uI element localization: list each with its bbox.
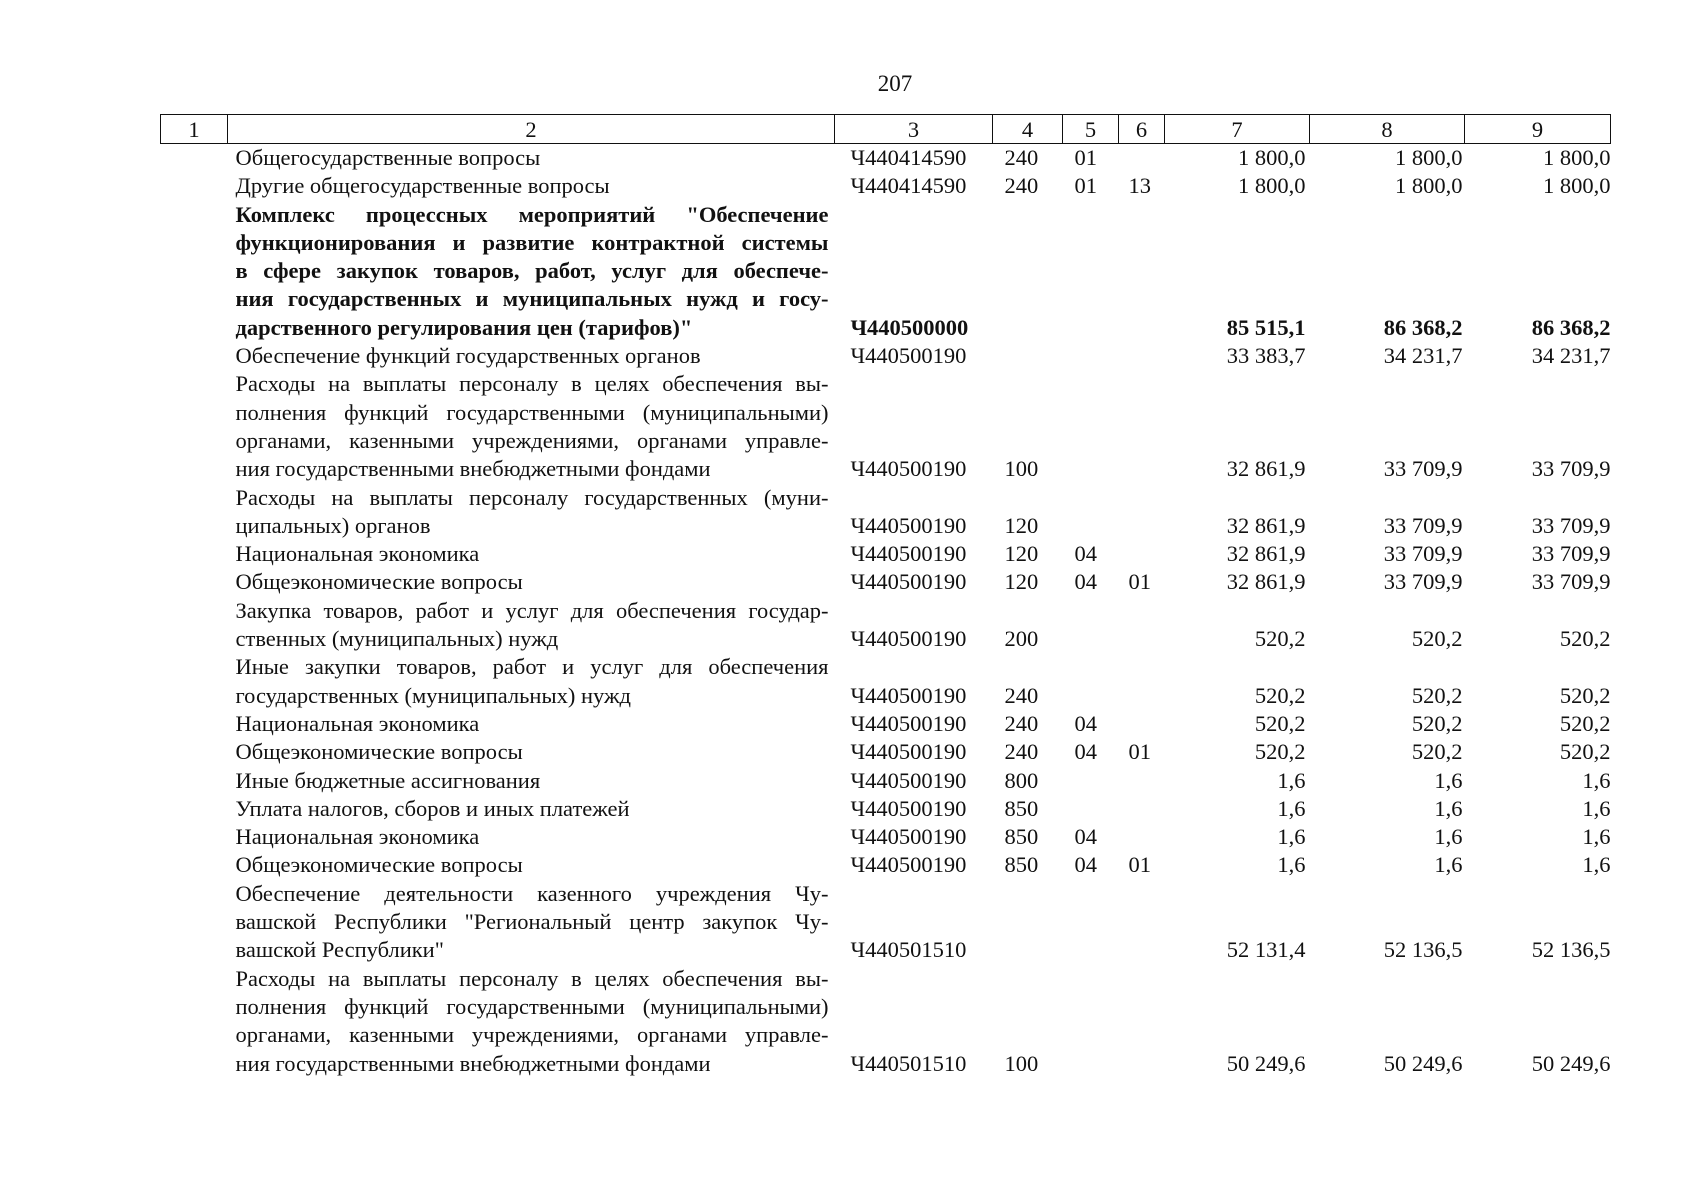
row-index-cell xyxy=(161,710,228,738)
amount-year3-cell: 86 368,2 xyxy=(1531,314,1611,340)
expense-type-cell: 120 xyxy=(1004,569,1039,595)
table-row xyxy=(161,653,1611,710)
section-cell xyxy=(1063,370,1119,483)
amount-year2-cell: 520,2 xyxy=(1411,739,1463,765)
table-row xyxy=(161,540,1611,568)
amount-year2-cell: 33 709,9 xyxy=(1383,541,1463,567)
amount-year1-cell: 1,6 xyxy=(1277,767,1306,793)
expense-name-line: Общеэкономические вопросы xyxy=(235,739,523,765)
expense-name-line: функционирования и развитие контрактной системы xyxy=(235,229,829,255)
row-index-cell xyxy=(161,342,228,370)
expense-name-line: Общеэкономические вопросы xyxy=(235,852,523,878)
row-index-cell xyxy=(161,201,228,342)
subsection-cell xyxy=(1119,342,1165,370)
expense-type-cell: 200 xyxy=(1004,626,1039,652)
amount-year1-cell: 32 861,9 xyxy=(1226,541,1306,567)
amount-year2-cell: 33 709,9 xyxy=(1383,512,1463,538)
section-cell: 04 xyxy=(1074,852,1097,878)
amount-year2-cell: 52 136,5 xyxy=(1383,937,1463,963)
amount-year2-cell: 520,2 xyxy=(1411,626,1463,652)
table-row xyxy=(161,172,1611,200)
table-row xyxy=(161,710,1611,738)
target-article-cell: Ч440500000 xyxy=(850,314,969,340)
section-cell xyxy=(1063,653,1119,710)
target-article-cell: Ч440500190 xyxy=(850,626,967,652)
target-article-cell: Ч440500190 xyxy=(850,767,967,793)
expense-name-line: органами, казенными учреждениями, органами управле- xyxy=(235,427,829,453)
amount-year1-cell: 32 861,9 xyxy=(1226,456,1306,482)
column-header: 4 xyxy=(993,115,1063,144)
expense-type-cell: 100 xyxy=(1004,456,1039,482)
section-cell: 04 xyxy=(1074,710,1097,736)
expense-type-cell xyxy=(993,880,1063,965)
amount-year1-cell: 1 800,0 xyxy=(1238,173,1306,199)
expense-type-cell: 120 xyxy=(1004,512,1039,538)
expense-name-cell xyxy=(228,201,835,342)
expense-name-line: Национальная экономика xyxy=(235,541,480,567)
expense-name-line: Иные закупки товаров, работ и услуг для обеспечения xyxy=(235,654,829,680)
table-row xyxy=(161,851,1611,879)
expense-name-line: Расходы на выплаты персоналу в целях обеспечения вы- xyxy=(235,371,829,397)
target-article-cell: Ч440500190 xyxy=(850,569,967,595)
amount-year1-cell: 520,2 xyxy=(1254,710,1306,736)
amount-year1-cell: 1,6 xyxy=(1277,824,1306,850)
table-row xyxy=(161,795,1611,823)
target-article-cell: Ч440500190 xyxy=(850,795,967,821)
amount-year2-cell: 520,2 xyxy=(1411,682,1463,708)
expense-name-cell xyxy=(228,653,835,710)
row-index-cell xyxy=(161,597,228,654)
expense-name-line: органами, казенными учреждениями, органами управле- xyxy=(235,1022,829,1048)
table-row xyxy=(161,370,1611,483)
expense-name-cell xyxy=(228,597,835,654)
row-index-cell xyxy=(161,738,228,766)
header-row xyxy=(161,115,1611,144)
amount-year3-cell: 34 231,7 xyxy=(1531,343,1611,369)
amount-year3-cell: 1 800,0 xyxy=(1543,173,1611,199)
column-header: 5 xyxy=(1063,115,1119,144)
expense-name-cell xyxy=(228,738,835,766)
amount-year2-cell: 33 709,9 xyxy=(1383,456,1463,482)
subsection-cell xyxy=(1119,965,1165,1078)
amount-year2-cell: 1,6 xyxy=(1434,767,1463,793)
expense-type-cell: 240 xyxy=(1004,682,1039,708)
expense-name-cell xyxy=(228,342,835,370)
target-article-cell: Ч440500190 xyxy=(850,739,967,765)
expense-type-cell xyxy=(993,201,1063,342)
amount-year3-cell: 1,6 xyxy=(1582,767,1611,793)
amount-year1-cell: 1 800,0 xyxy=(1238,145,1306,170)
expense-name-line: вашской Республики" xyxy=(235,937,444,963)
expense-name-line: Национальная экономика xyxy=(235,710,480,736)
expense-name-line: Закупка товаров, работ и услуг для обеспечения государ- xyxy=(235,597,829,623)
expense-name-line: Комплекс процессных мероприятий "Обеспечение xyxy=(235,201,829,227)
subsection-cell: 01 xyxy=(1128,852,1151,878)
table-header xyxy=(161,115,1611,144)
amount-year2-cell: 1 800,0 xyxy=(1395,173,1463,199)
section-cell: 01 xyxy=(1074,173,1097,199)
table-row xyxy=(161,965,1611,1078)
row-index-cell xyxy=(161,795,228,823)
expense-name-line: Уплата налогов, сборов и иных платежей xyxy=(235,795,630,821)
column-header: 7 xyxy=(1165,115,1310,144)
amount-year3-cell: 33 709,9 xyxy=(1531,512,1611,538)
section-cell xyxy=(1063,795,1119,823)
target-article-cell: Ч440500190 xyxy=(850,682,967,708)
expense-name-line: вашской Республики "Региональный центр закупок Чу- xyxy=(235,909,829,935)
amount-year3-cell: 1 800,0 xyxy=(1543,145,1611,170)
row-index-cell xyxy=(161,540,228,568)
table-row xyxy=(161,201,1611,342)
target-article-cell: Ч440414590 xyxy=(850,145,967,170)
subsection-cell: 01 xyxy=(1128,739,1151,765)
section-cell xyxy=(1063,597,1119,654)
expense-name-cell xyxy=(228,880,835,965)
amount-year1-cell: 85 515,1 xyxy=(1226,314,1306,340)
row-index-cell xyxy=(161,172,228,200)
amount-year1-cell: 1,6 xyxy=(1277,795,1306,821)
subsection-cell xyxy=(1119,767,1165,795)
section-cell: 04 xyxy=(1074,569,1097,595)
expense-name-line: ния государственными внебюджетными фондами xyxy=(235,456,711,482)
table-row xyxy=(161,880,1611,965)
amount-year1-cell: 33 383,7 xyxy=(1226,343,1306,369)
expense-type-cell: 800 xyxy=(1004,767,1039,793)
expense-type-cell: 850 xyxy=(1004,852,1039,878)
table-row xyxy=(161,823,1611,851)
amount-year3-cell: 33 709,9 xyxy=(1531,541,1611,567)
amount-year1-cell: 1,6 xyxy=(1277,852,1306,878)
amount-year2-cell: 1,6 xyxy=(1434,852,1463,878)
expense-name-cell xyxy=(228,172,835,200)
target-article-cell: Ч440501510 xyxy=(850,1050,967,1076)
amount-year1-cell: 52 131,4 xyxy=(1226,937,1306,963)
expense-name-cell xyxy=(228,540,835,568)
column-header: 9 xyxy=(1465,115,1611,144)
table-row xyxy=(161,484,1611,541)
expense-name-cell xyxy=(228,965,835,1078)
subsection-cell xyxy=(1119,653,1165,710)
table-row xyxy=(161,597,1611,654)
target-article-cell: Ч440500190 xyxy=(850,512,967,538)
expense-name-cell xyxy=(228,484,835,541)
amount-year3-cell: 1,6 xyxy=(1582,824,1611,850)
amount-year2-cell: 33 709,9 xyxy=(1383,569,1463,595)
amount-year3-cell: 52 136,5 xyxy=(1531,937,1611,963)
expense-name-line: Расходы на выплаты персоналу государственных (муни- xyxy=(235,484,829,510)
amount-year2-cell: 1,6 xyxy=(1434,795,1463,821)
section-cell xyxy=(1063,201,1119,342)
expense-name-cell xyxy=(228,144,835,173)
expense-name-line: Национальная экономика xyxy=(235,824,480,850)
expense-name-line: Обеспечение функций государственных органов xyxy=(235,343,701,369)
row-index-cell xyxy=(161,484,228,541)
expense-name-line: Расходы на выплаты персоналу в целях обеспечения вы- xyxy=(235,965,829,991)
section-cell: 04 xyxy=(1074,739,1097,765)
section-cell xyxy=(1063,342,1119,370)
target-article-cell: Ч440500190 xyxy=(850,456,967,482)
amount-year1-cell: 520,2 xyxy=(1254,682,1306,708)
expense-name-line: ния государственными внебюджетными фондами xyxy=(235,1050,711,1076)
expense-name-line: ственных (муниципальных) нужд xyxy=(235,626,559,652)
amount-year3-cell: 50 249,6 xyxy=(1531,1050,1611,1076)
amount-year3-cell: 1,6 xyxy=(1582,852,1611,878)
subsection-cell xyxy=(1119,795,1165,823)
row-index-cell xyxy=(161,653,228,710)
expense-type-cell: 240 xyxy=(1004,173,1039,199)
target-article-cell: Ч440500190 xyxy=(850,824,967,850)
amount-year1-cell: 520,2 xyxy=(1254,739,1306,765)
expense-type-cell: 240 xyxy=(1004,710,1039,736)
expense-name-line: полнения функций государственными (муниципальными) xyxy=(235,993,829,1019)
column-header: 3 xyxy=(835,115,993,144)
expense-name-cell xyxy=(228,370,835,483)
expense-type-cell xyxy=(993,342,1063,370)
column-header: 6 xyxy=(1119,115,1165,144)
table-row xyxy=(161,767,1611,795)
row-index-cell xyxy=(161,880,228,965)
target-article-cell: Ч440501510 xyxy=(850,937,967,963)
target-article-cell: Ч440500190 xyxy=(850,852,967,878)
row-index-cell xyxy=(161,144,228,173)
subsection-cell xyxy=(1119,710,1165,738)
row-index-cell xyxy=(161,851,228,879)
table-row xyxy=(161,144,1611,173)
table-body xyxy=(161,144,1611,1078)
row-index-cell xyxy=(161,965,228,1078)
expense-type-cell: 240 xyxy=(1004,145,1039,170)
expense-type-cell: 850 xyxy=(1004,824,1039,850)
target-article-cell: Ч440500190 xyxy=(850,541,967,567)
expense-name-cell xyxy=(228,795,835,823)
expense-name-line: Общегосударственные вопросы xyxy=(235,145,541,170)
amount-year3-cell: 520,2 xyxy=(1559,710,1611,736)
subsection-cell: 01 xyxy=(1128,569,1151,595)
target-article-cell: Ч440500190 xyxy=(850,343,967,369)
amount-year2-cell: 86 368,2 xyxy=(1383,314,1463,340)
amount-year2-cell: 520,2 xyxy=(1411,710,1463,736)
expense-name-cell xyxy=(228,823,835,851)
amount-year3-cell: 33 709,9 xyxy=(1531,456,1611,482)
section-cell: 04 xyxy=(1074,824,1097,850)
expense-name-line: Обеспечение деятельности казенного учреждения Чу- xyxy=(235,880,829,906)
amount-year3-cell: 520,2 xyxy=(1559,682,1611,708)
expense-name-line: в сфере закупок товаров, работ, услуг для обеспече- xyxy=(235,258,829,284)
subsection-cell xyxy=(1119,370,1165,483)
column-header: 2 xyxy=(228,115,835,144)
subsection-cell xyxy=(1119,880,1165,965)
expense-name-line: ния государственных и муниципальных нужд и госу- xyxy=(235,286,829,312)
expense-type-cell: 100 xyxy=(1004,1050,1039,1076)
table-row xyxy=(161,342,1611,370)
amount-year3-cell: 33 709,9 xyxy=(1531,569,1611,595)
subsection-cell xyxy=(1119,540,1165,568)
expense-name-line: Общеэкономические вопросы xyxy=(235,569,523,595)
amount-year2-cell: 50 249,6 xyxy=(1383,1050,1463,1076)
expense-name-cell xyxy=(228,710,835,738)
subsection-cell xyxy=(1119,823,1165,851)
target-article-cell: Ч440500190 xyxy=(850,710,967,736)
amount-year1-cell: 520,2 xyxy=(1254,626,1306,652)
subsection-cell xyxy=(1119,484,1165,541)
subsection-cell xyxy=(1119,144,1165,173)
table-row xyxy=(161,568,1611,596)
table-row xyxy=(161,738,1611,766)
budget-table xyxy=(160,114,1611,1078)
amount-year3-cell: 520,2 xyxy=(1559,739,1611,765)
amount-year2-cell: 1 800,0 xyxy=(1395,145,1463,170)
target-article-cell: Ч440414590 xyxy=(850,173,967,199)
row-index-cell xyxy=(161,370,228,483)
section-cell: 01 xyxy=(1074,145,1097,170)
page-number: 207 xyxy=(877,71,913,96)
amount-year3-cell: 520,2 xyxy=(1559,626,1611,652)
expense-name-line: полнения функций государственными (муниципальными) xyxy=(235,399,829,425)
column-header: 8 xyxy=(1310,115,1465,144)
section-cell xyxy=(1063,484,1119,541)
expense-type-cell: 240 xyxy=(1004,739,1039,765)
expense-name-line: Другие общегосударственные вопросы xyxy=(235,173,610,199)
row-index-cell xyxy=(161,767,228,795)
section-cell: 04 xyxy=(1074,541,1097,567)
expense-name-cell xyxy=(228,851,835,879)
expense-name-line: ципальных) органов xyxy=(235,512,431,538)
row-index-cell xyxy=(161,823,228,851)
expense-name-line: государственных (муниципальных) нужд xyxy=(235,682,631,708)
amount-year1-cell: 32 861,9 xyxy=(1226,512,1306,538)
expense-type-cell: 120 xyxy=(1004,541,1039,567)
amount-year2-cell: 1,6 xyxy=(1434,824,1463,850)
amount-year1-cell: 32 861,9 xyxy=(1226,569,1306,595)
section-cell xyxy=(1063,880,1119,965)
section-cell xyxy=(1063,767,1119,795)
expense-name-line: дарственного регулирования цен (тарифов)" xyxy=(235,314,693,340)
subsection-cell xyxy=(1119,201,1165,342)
subsection-cell xyxy=(1119,597,1165,654)
amount-year3-cell: 1,6 xyxy=(1582,795,1611,821)
section-cell xyxy=(1063,965,1119,1078)
subsection-cell: 13 xyxy=(1128,173,1151,199)
expense-name-cell xyxy=(228,568,835,596)
expense-type-cell: 850 xyxy=(1004,795,1039,821)
amount-year1-cell: 50 249,6 xyxy=(1226,1050,1306,1076)
expense-name-cell xyxy=(228,767,835,795)
row-index-cell xyxy=(161,568,228,596)
expense-name-line: Иные бюджетные ассигнования xyxy=(235,767,541,793)
amount-year2-cell: 34 231,7 xyxy=(1383,343,1463,369)
column-header: 1 xyxy=(161,115,228,144)
